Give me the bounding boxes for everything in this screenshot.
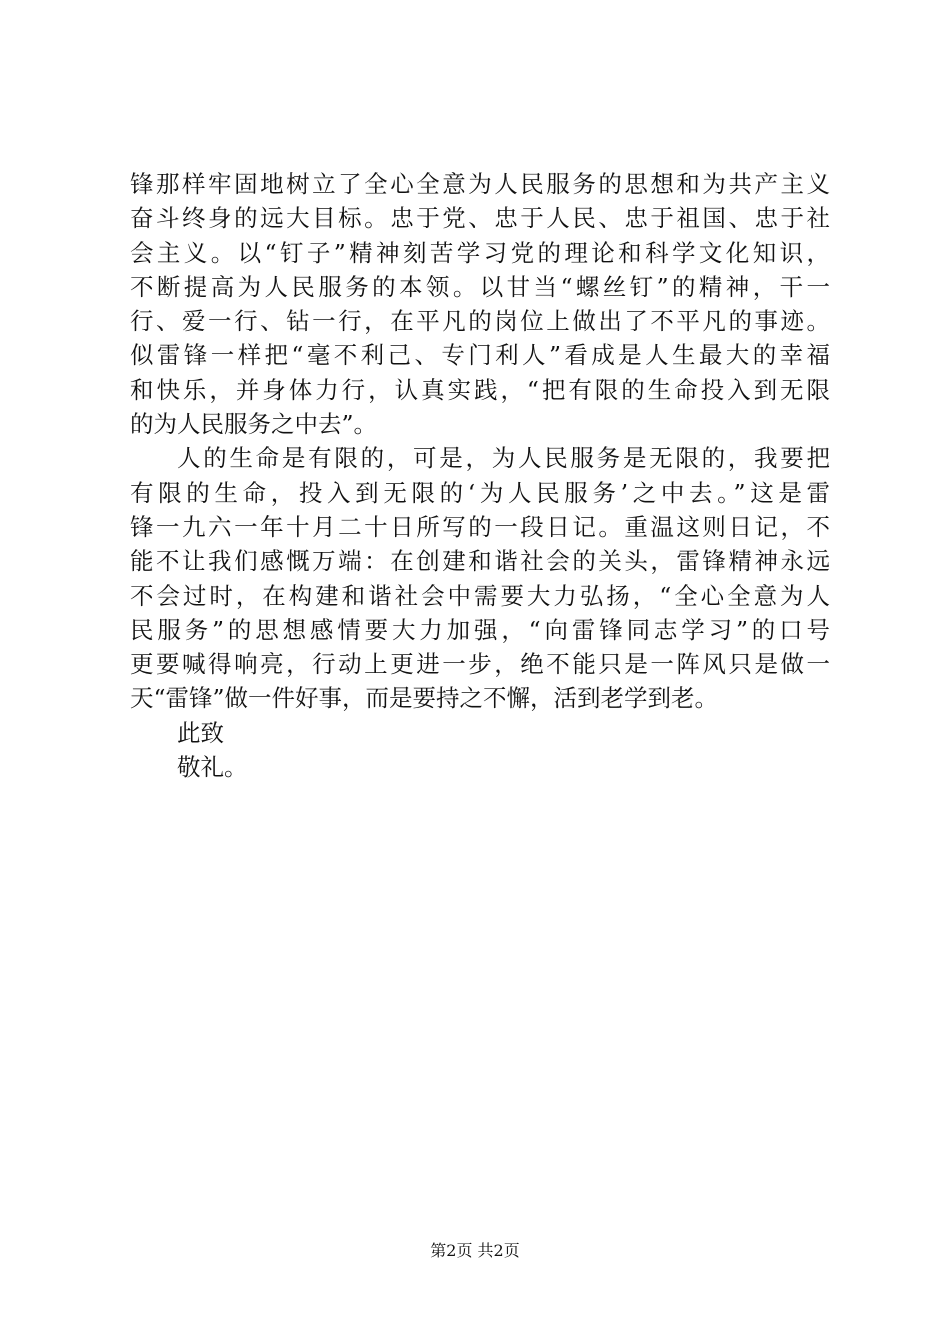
paragraph xyxy=(130,167,830,441)
text-line: 有限的生命，投入到无限的‘为人民服务’之中去。”这是雷 xyxy=(130,478,830,507)
text-line: 不会过时，在构建和谐社会中需要大力弘扬，“全心全意为人 xyxy=(130,581,830,610)
text-line: 和快乐，并身体力行，认真实践，“把有限的生命投入到无限 xyxy=(130,375,830,404)
text-line: 行、爱一行、钻一行，在平凡的岗位上做出了不平凡的事迹。 xyxy=(130,307,830,336)
text-line: 不断提高为人民服务的本领。以甘当“螺丝钉”的精神，干一 xyxy=(130,272,830,301)
text-line: 天“雷锋”做一件好事，而是要持之不懈，活到老学到老。 xyxy=(130,684,719,713)
text-line: 能不让我们感慨万端：在创建和谐社会的关头，雷锋精神永远 xyxy=(130,547,830,576)
text-line: 奋斗终身的远大目标。忠于党、忠于人民、忠于祖国、忠于社 xyxy=(130,204,830,233)
text-line: 的为人民服务之中去”。 xyxy=(130,410,378,439)
document-body xyxy=(130,167,830,784)
paragraph xyxy=(130,441,830,715)
text-line: 会主义。以“钉子”精神刻苦学习党的理论和科学文化知识， xyxy=(130,238,830,267)
text-line: 人的生命是有限的，可是，为人民服务是无限的，我要把 xyxy=(177,444,830,473)
closing-regards: 敬礼。 xyxy=(177,753,248,782)
text-line: 锋一九六一年十月二十日所写的一段日记。重温这则日记，不 xyxy=(130,512,830,541)
text-line: 锋那样牢固地树立了全心全意为人民服务的思想和为共产主义 xyxy=(130,170,830,198)
text-line: 更要喊得响亮，行动上更进一步，绝不能只是一阵风只是做一 xyxy=(130,650,830,679)
text-line: 民服务”的思想感情要大力加强，“向雷锋同志学习”的口号 xyxy=(130,615,830,644)
closing-salutation: 此致 xyxy=(177,718,224,747)
page-number-footer: 第2页 共2页 xyxy=(430,1241,520,1260)
text-line: 似雷锋一样把“毫不利己、专门利人”看成是人生最大的幸福 xyxy=(130,341,830,370)
